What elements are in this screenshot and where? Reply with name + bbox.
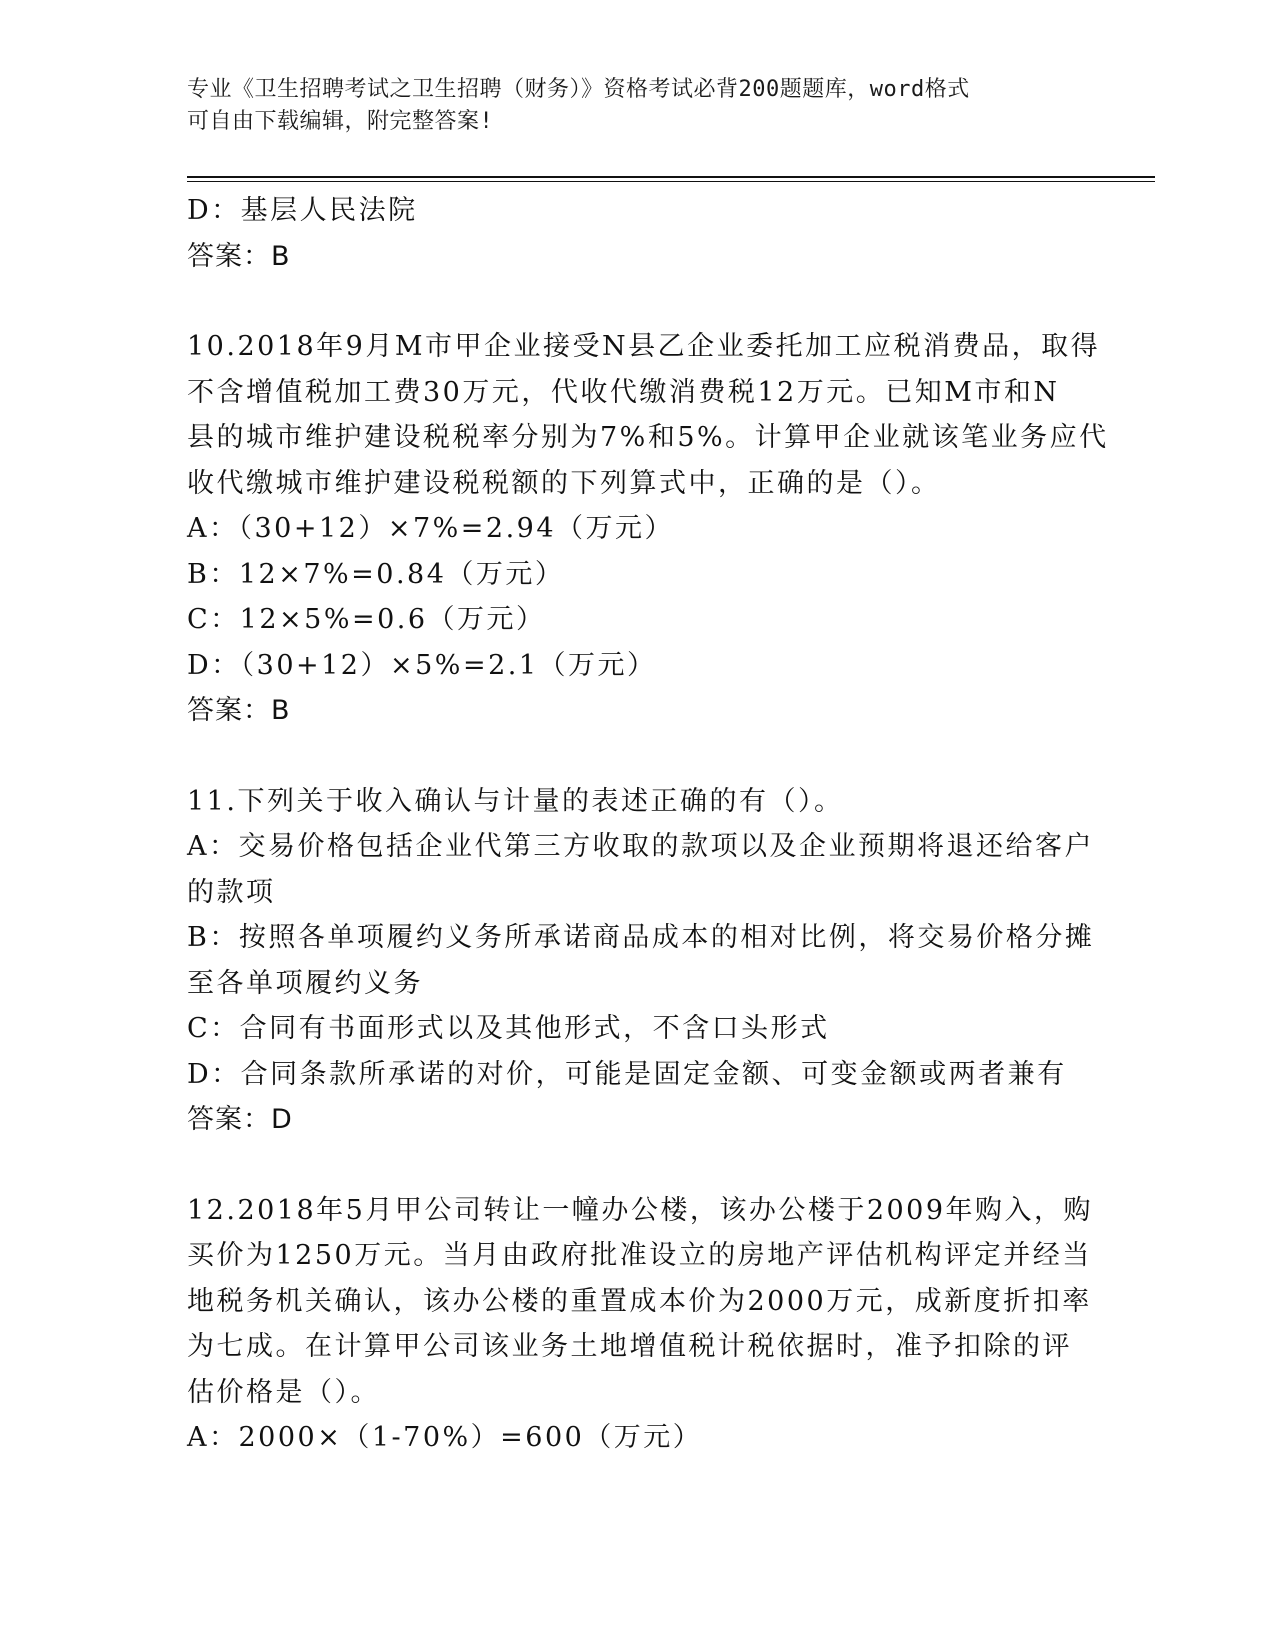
question-11-stem: 11.下列关于收入确认与计量的表述正确的有（）。 bbox=[187, 785, 844, 817]
question-12-option-a: A：2000×（1-70%）=600（万元） bbox=[187, 1422, 703, 1453]
question-11 bbox=[187, 779, 1095, 1143]
question-10-option-d: D：（30+12）×5%=2.1（万元） bbox=[187, 649, 657, 681]
question-10-option-a: A：（30+12）×7%=2.94（万元） bbox=[187, 513, 675, 544]
question-10-option-c: C：12×5%=0.6（万元） bbox=[187, 604, 546, 635]
question-11-option-a-line: A：交易价格包括企业代第三方收取的款项以及企业预期将退还给客户 bbox=[187, 831, 1094, 862]
header-divider-thin bbox=[187, 181, 1155, 182]
prev-question-answer: 答案：B bbox=[187, 240, 291, 272]
question-10-stem-line: 收代缴城市维护建设税税额的下列算式中，正确的是（）。 bbox=[187, 467, 941, 499]
question-10-stem-line: 10.2018年9月M市甲企业接受N县乙企业委托加工应税消费品，取得 bbox=[187, 331, 1101, 362]
question-spacer bbox=[187, 279, 1087, 324]
page-header bbox=[187, 74, 1067, 138]
question-11-option-c: C：合同有书面形式以及其他形式，不含口头形式 bbox=[187, 1013, 830, 1044]
question-11-option-b-line: B：按照各单项履约义务所承诺商品成本的相对比例，将交易价格分摊 bbox=[187, 922, 1095, 953]
question-10-option-b: B：12×7%=0.84（万元） bbox=[187, 558, 565, 590]
question-11-option-b-line: 至各单项履约义务 bbox=[187, 967, 423, 999]
question-11-option-a-line: 的款项 bbox=[187, 876, 276, 908]
question-10-answer: 答案：B bbox=[187, 695, 291, 726]
document-body bbox=[187, 188, 1109, 1461]
question-spacer bbox=[187, 1143, 1087, 1188]
question-12-stem-line: 买价为1250万元。当月由政府批准设立的房地产评估机构评定并经当 bbox=[187, 1240, 1092, 1271]
question-12-stem-line: 估价格是（）。 bbox=[187, 1376, 380, 1408]
question-10-stem-line: 不含增值税加工费30万元，代收代缴消费税12万元。已知M市和N bbox=[187, 376, 1060, 408]
prev-question-option-d: D：基层人民法院 bbox=[187, 195, 418, 226]
question-10 bbox=[187, 324, 1109, 734]
question-spacer bbox=[187, 734, 1087, 779]
question-12-stem-line: 为七成。在计算甲公司该业务土地增值税计税依据时，准予扣除的评 bbox=[187, 1331, 1072, 1362]
question-12-stem-line: 地税务机关确认，该办公楼的重置成本价为2000万元，成新度折扣率 bbox=[187, 1285, 1092, 1317]
question-11-option-d: D：合同条款所承诺的对价，可能是固定金额、可变金额或两者兼有 bbox=[187, 1058, 1067, 1090]
question-12 bbox=[187, 1188, 1094, 1461]
question-10-stem-line: 县的城市维护建设税税率分别为7%和5%。计算甲企业就该笔业务应代 bbox=[187, 422, 1109, 453]
question-12-stem-line: 12.2018年5月甲公司转让一幢办公楼，该办公楼于2009年购入，购 bbox=[187, 1194, 1094, 1226]
header-divider-thick bbox=[187, 176, 1155, 178]
question-11-answer: 答案：D bbox=[187, 1104, 293, 1135]
header-title-line-2: 可自由下载编辑，附完整答案! bbox=[187, 109, 494, 134]
header-title-line-1: 专业《卫生招聘考试之卫生招聘（财务）》资格考试必背200题题库，word格式 bbox=[187, 77, 970, 102]
